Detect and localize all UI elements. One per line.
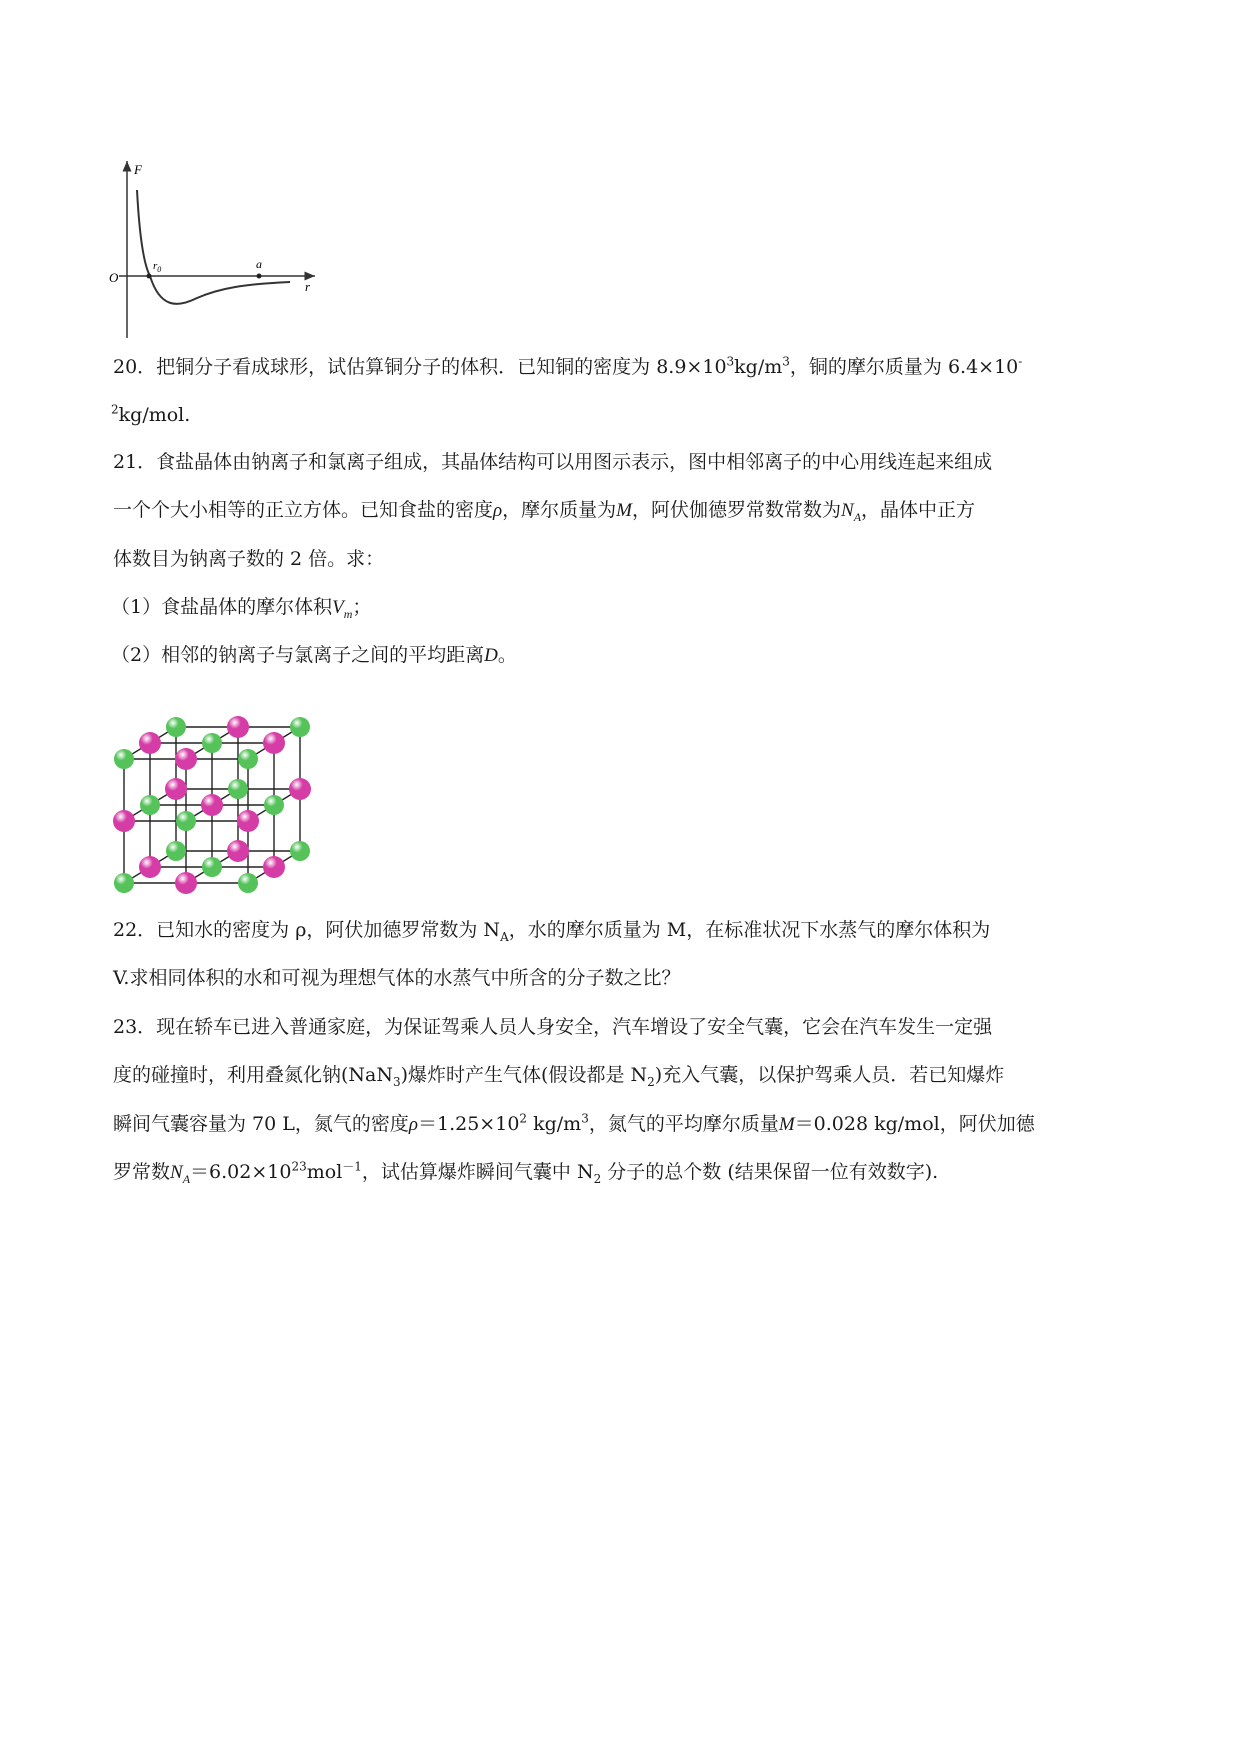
chloride-ion [114,749,134,769]
sodium-ion [289,778,311,800]
q20-line-2: $^2$kg/mol. [111,402,191,426]
nacl-crystal-lattice [110,693,330,908]
chloride-ion [166,717,186,737]
q21-part-2: （2）相邻的钠离子与氯离子之间的平均距离D。 [111,644,517,666]
q23-line-3: 瞬间气囊容量为 70 L，氮气的密度$\rho=1.25\times 10^2$ $kg/m^3$，氮气的平均摩尔质量M＝0.028 kg/mol，阿伏加德 [113,1111,1035,1135]
chloride-ion [228,779,248,799]
chloride-ion [114,873,134,893]
sodium-ion [201,794,223,816]
sodium-ion [227,840,249,862]
chloride-ion [202,733,222,753]
r0-label: $r_0$ [153,260,162,274]
q21-part-1: （1）食盐晶体的摩尔体积$V_m$； [111,596,372,621]
a-label: a [256,257,262,271]
chloride-ion [166,841,186,861]
a-point [257,274,262,279]
q23-line-1: 23．现在轿车已进入普通家庭，为保证驾乘人员人身安全，汽车增设了安全气囊，它会在汽车发生一定强 [113,1016,993,1038]
sodium-ion [175,872,197,894]
sodium-ion [165,778,187,800]
q22-line-1: 22．已知水的密度为 ρ，阿伏加德罗常数为 $N_A$，水的摩尔质量为 M，在标准状况下水蒸气的摩尔体积为 [113,919,991,944]
force-curve [137,190,290,304]
q20-line-1: 20．把铜分子看成球形，试估算铜分子的体积．已知铜的密度为 $8.9\times 10^3kg/m^3$，铜的摩尔质量为 6.4×10- [113,354,1023,378]
chloride-ion [290,717,310,737]
q21-line-3: 体数目为钠离子数的 2 倍。求： [113,548,385,570]
q23-line-4: 罗常数$N_A=6.02\times 10^{23}mol^{-1}$，试估算爆炸瞬间气囊中 $N_2$ 分子的总个数 (结果保留一位有效数字). [113,1159,939,1186]
x-axis-label: r [305,279,311,294]
q21-line-1: 21．食盐晶体由钠离子和氯离子组成，其晶体结构可以用图示表示，图中相邻离子的中心用线连起来组成 [113,451,993,473]
sodium-ion [113,810,135,832]
origin-label: O [109,270,119,285]
sodium-ion [139,732,161,754]
q23-line-2: 度的碰撞时，利用叠氮化钠(NaN$_3$)爆炸时产生气体(假设都是 $N_2$)充入气囊，以保护驾乘人员．若已知爆炸 [113,1064,1005,1089]
chloride-ion [202,857,222,877]
y-axis-label: F [134,162,142,177]
chloride-ion [238,749,258,769]
sodium-ion [227,716,249,738]
r0-point [147,274,152,279]
chloride-ion [140,795,160,815]
chloride-ion [264,795,284,815]
q22-line-2: V.求相同体积的水和可视为理想气体的水蒸气中所含的分子数之比？ [113,967,681,989]
sodium-ion [237,810,259,832]
sodium-ion [263,732,285,754]
chloride-ion [238,873,258,893]
chloride-ion [290,841,310,861]
sodium-ion [175,748,197,770]
force-distance-graph [105,158,320,343]
sodium-ion [263,856,285,878]
chloride-ion [176,811,196,831]
sodium-ion [139,856,161,878]
q21-line-2: 一个个大小相等的正立方体。已知食盐的密度ρ，摩尔质量为M，阿伏伽德罗常数常数为$N_A$，晶体中正方 [113,499,976,524]
